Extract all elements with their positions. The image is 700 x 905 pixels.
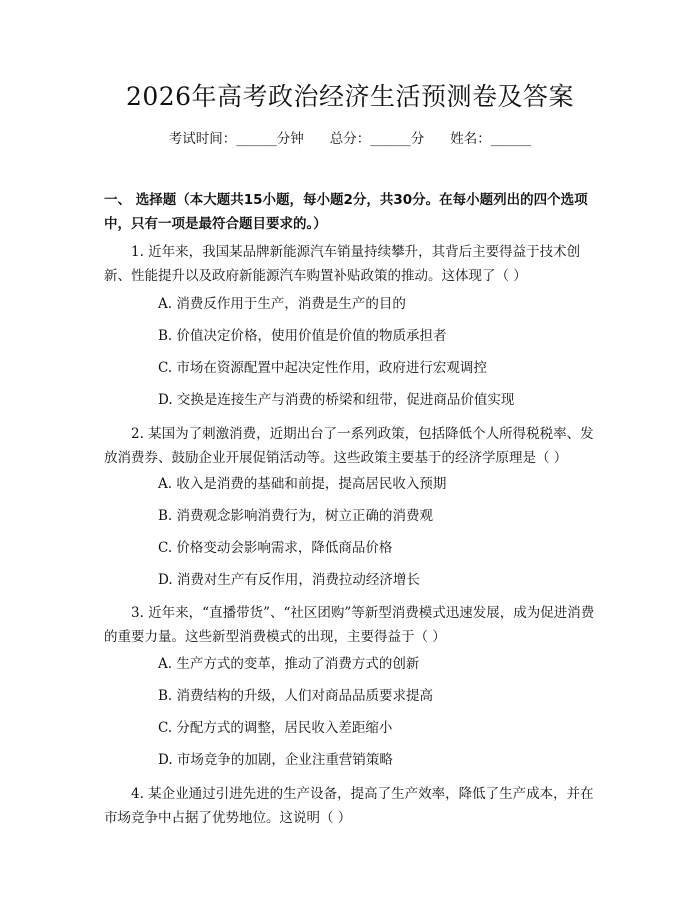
- section-heading: 一、 选择题（本大题共15小题，每小题2分，共30分。在每小题列出的四个选项中，只有一项是最符合题目要求的。）: [104, 192, 588, 232]
- question-3-option-c: C. 分配方式的调整，居民收入差距缩小: [158, 720, 393, 736]
- exam-title: 2026年高考政治经济生活预测卷及答案: [125, 82, 575, 111]
- question-3: 3. 近年来，“直播带货”、“社区团购”等新型消费模式迅速发展，成为促进消费的重要力量。这些新型消费模式的出现，主要得益于（ ）: [104, 605, 595, 645]
- question-2-option-a: A. 收入是消费的基础和前提，提高居民收入预期: [158, 476, 447, 492]
- question-3-option-d: D. 市场竞争的加剧，企业注重营销策略: [158, 752, 393, 768]
- question-2-option-b: B. 消费观念影响消费行为，树立正确的消费观: [158, 508, 434, 524]
- question-1-option-b: B. 价值决定价格，使用价值是价值的物质承担者: [158, 328, 447, 344]
- exam-time-field: 考试时间：______分钟: [168, 131, 304, 147]
- question-2-option-c: C. 价格变动会影响需求，降低商品价格: [158, 540, 393, 556]
- question-1-option-d: D. 交换是连接生产与消费的桥梁和纽带，促进商品价值实现: [158, 392, 515, 408]
- question-1-option-c: C. 市场在资源配置中起决定性作用，政府进行宏观调控: [158, 360, 487, 376]
- question-3-option-b: B. 消费结构的升级，人们对商品品质要求提高: [158, 688, 434, 704]
- exam-info: [0, 129, 700, 149]
- question-4: 4. 某企业通过引进先进的生产设备，提高了生产效率，降低了生产成本，并在市场竞争中占据了优势地位。这说明（ ）: [104, 786, 594, 826]
- question-2: 2. 某国为了刺激消费，近期出台了一系列政策，包括降低个人所得税税率、发放消费券、鼓励企业开展促销活动等。这些政策主要基于的经济学原理是（ ）: [104, 426, 594, 466]
- question-1: 1. 近年来，我国某品牌新能源汽车销量持续攀升，其背后主要得益于技术创新、性能提升以及政府新能源汽车购置补贴政策的推动。这体现了（ ）: [104, 244, 581, 284]
- total-score-field: 总分：______分: [329, 131, 425, 147]
- student-name-field: 姓名：______: [450, 131, 532, 147]
- question-2-option-d: D. 消费对生产有反作用，消费拉动经济增长: [158, 572, 420, 588]
- question-1-option-a: A. 消费反作用于生产，消费是生产的目的: [158, 296, 406, 312]
- question-3-option-a: A. 生产方式的变革，推动了消费方式的创新: [158, 656, 420, 672]
